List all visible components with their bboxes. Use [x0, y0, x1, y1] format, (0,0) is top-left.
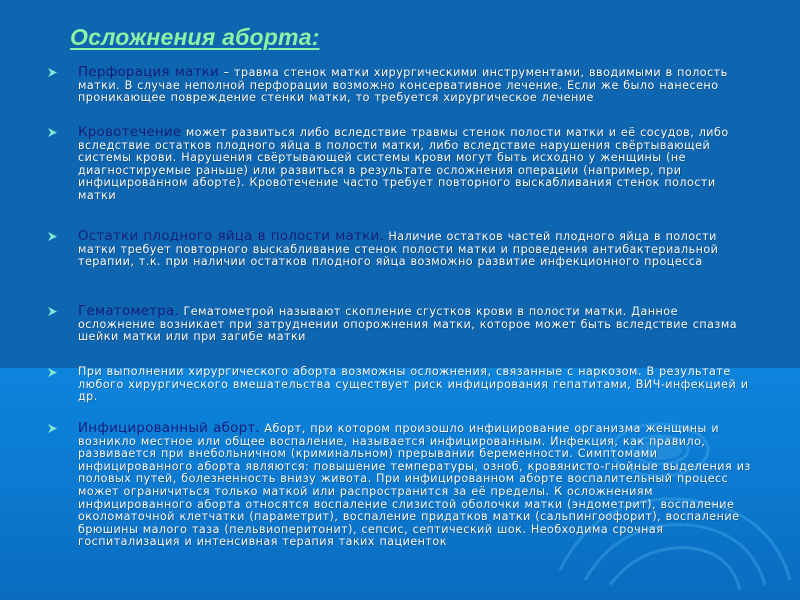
bullet-text — [78, 230, 758, 269]
bullet-description: При выполнении хирургического аборта возможны осложнения, связанные с наркозом. В результате любого хирургического вмешательства существует риск инфицирования гепатитами, ВИЧ-инфекцией и др. — [78, 365, 749, 404]
arrowhead-bullet-icon — [48, 368, 57, 377]
bullet-term: Гематометра. — [78, 303, 180, 319]
bullet-text — [78, 66, 758, 105]
bullet-term: Остатки плодного яйца в полости матки. — [78, 228, 384, 244]
bullet-description: Гематометрой называют скопление сгустков крови в полости матки. Данное осложнение возникает при затруднении опорожнения матки, которое может быть вследствие спазма шейки матки или при загибе матки — [78, 305, 738, 344]
bullet-text — [78, 126, 758, 203]
bullet-description: Аборт, при котором произошло инфицирование организма женщины и возникло местное или общее воспаление, называется инфицированным. Инфекция, как правило, развивается при внебольничном (криминальном) прерывании беременности. Симптомами инфицированного аборта являются: повышение температуры, озноб, кровянисто-гнойные выделения из половых путей, болезненность внизу живота. При инфицированном аборте воспалительный процесс может ограничиться только маткой или распространится за её пределы. К осложнениям инфицированного аборта относятся воспаление слизистой оболочки матки (эндометрит), воспаление околоматочной клетчатки (параметрит), воспаление придатков матки (сальпингоофорит), воспаление брюшины малого таза (пельвиоперитонит), сепсис, септический шок. Необходима срочная госпитализация и интенсивная терапия таких пациенток — [78, 422, 751, 549]
arrowhead-bullet-icon — [48, 424, 57, 433]
bullet-description: может развиться либо вследствие травмы стенок полости матки и её сосудов, либо вследствие остатков плодного яйца в полости матки, либо вследствие нарушения свёртывающей системы крови. Нарушения свёртывающей системы крови могут быть исходно у женщины (не диагностируемые раньше) или развиться в результате осложнения операции (например, при инфицированном аборте). Кровотечение часто требует повторного выскабливания стенок полости матки — [78, 126, 729, 202]
arrowhead-bullet-icon — [48, 232, 57, 241]
slide-title: Осложнения аборта: — [70, 24, 320, 50]
bullet-text — [78, 422, 758, 549]
arrowhead-bullet-icon — [48, 128, 57, 137]
bullet-description: Наличие остатков частей плодного яйца в полости матки требует повторного выскабливание стенок полости матки и проведения антибактериальной терапии, т.к. при наличии остатков плодного яйца возможно развитие инфекционного процесса — [78, 230, 719, 269]
bullet-text — [78, 366, 758, 404]
arrowhead-bullet-icon — [48, 68, 57, 77]
bullet-term: Перфорация матки — [78, 64, 219, 80]
bullet-text — [78, 305, 758, 344]
bullet-term: Инфицированный аборт. — [78, 420, 260, 436]
arrowhead-bullet-icon — [48, 307, 57, 316]
bullet-term: Кровотечение — [78, 124, 182, 140]
bullet-description: – травма стенок матки хирургическими инструментами, вводимыми в полость матки. В случае неполной перфорации возможно консервативное лечение. Если же было нанесено проникающее повреждение стенки матки, то требуется хирургическое лечение — [78, 66, 728, 105]
